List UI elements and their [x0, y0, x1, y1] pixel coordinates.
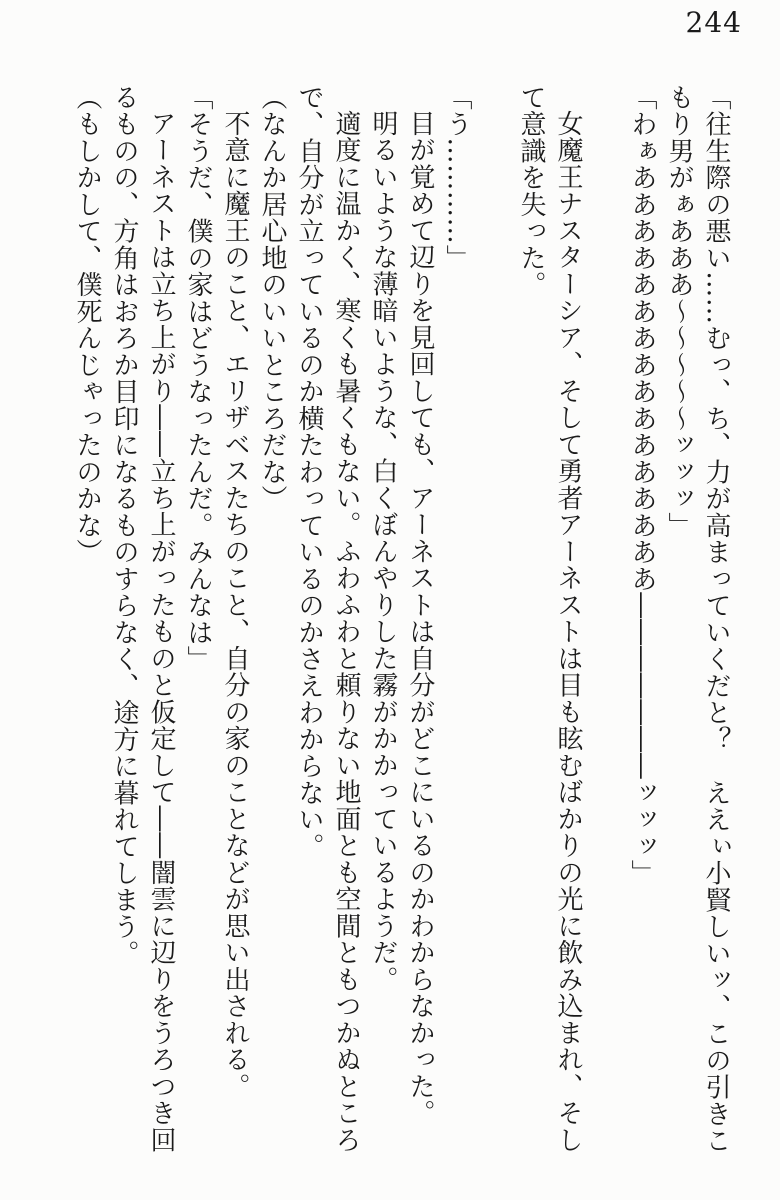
paragraph: 目が覚めて辺りを見回しても、アーネストは自分がどこにいるのかわからなかった。 [405, 110, 435, 1127]
paragraph: 女魔王ナスターシア、そして勇者アーネストは目も眩むばかりの光に飲み込まれ、そして意識を失った。 [516, 84, 583, 1154]
paragraph: 適度に温かく、寒くも暑くもない。ふわふわと頼りない地面とも空間ともつかぬところで、自分が立っているのか横たわっているのかさえわからない。 [294, 84, 361, 1154]
paragraph: 明るいような薄暗いような、白くぼんやりした霧がかかっているようだ。 [368, 110, 398, 993]
paragraph: 不意に魔王のこと、エリザベスたちのこと、自分の家のことなどが思い出される。 [220, 110, 250, 1100]
paragraph: （なんか居心地のいいところだな） [257, 84, 287, 512]
page-number: 244 [685, 6, 742, 39]
paragraph: （もしかして、僕死んじゃったのかな） [72, 84, 102, 566]
text-block [64, 84, 734, 1156]
paragraph: 「往生際の悪い……むっ、ち、力が高まっていくだと？ ええぃ小賢しいッ、この引きこもり男がぁあああ〜〜〜〜〜ッッッ」 [664, 84, 731, 1154]
blank-line [475, 84, 512, 1156]
paragraph: 「わぁああああああああああああああああ―――――――ッッッ」 [627, 84, 657, 887]
paragraph: 「う…………」 [442, 84, 472, 272]
paragraph: アーネストは立ち上がり――立ち上がったものと仮定して――闇雲に辺りをうろつき回るものの、方角はおろか目印になるものすらなく、途方に暮れてしまう。 [109, 84, 176, 1154]
blank-line [586, 84, 623, 1156]
paragraph: 「そうだ、僕の家はどうなったんだ。みんなは」 [183, 84, 213, 673]
